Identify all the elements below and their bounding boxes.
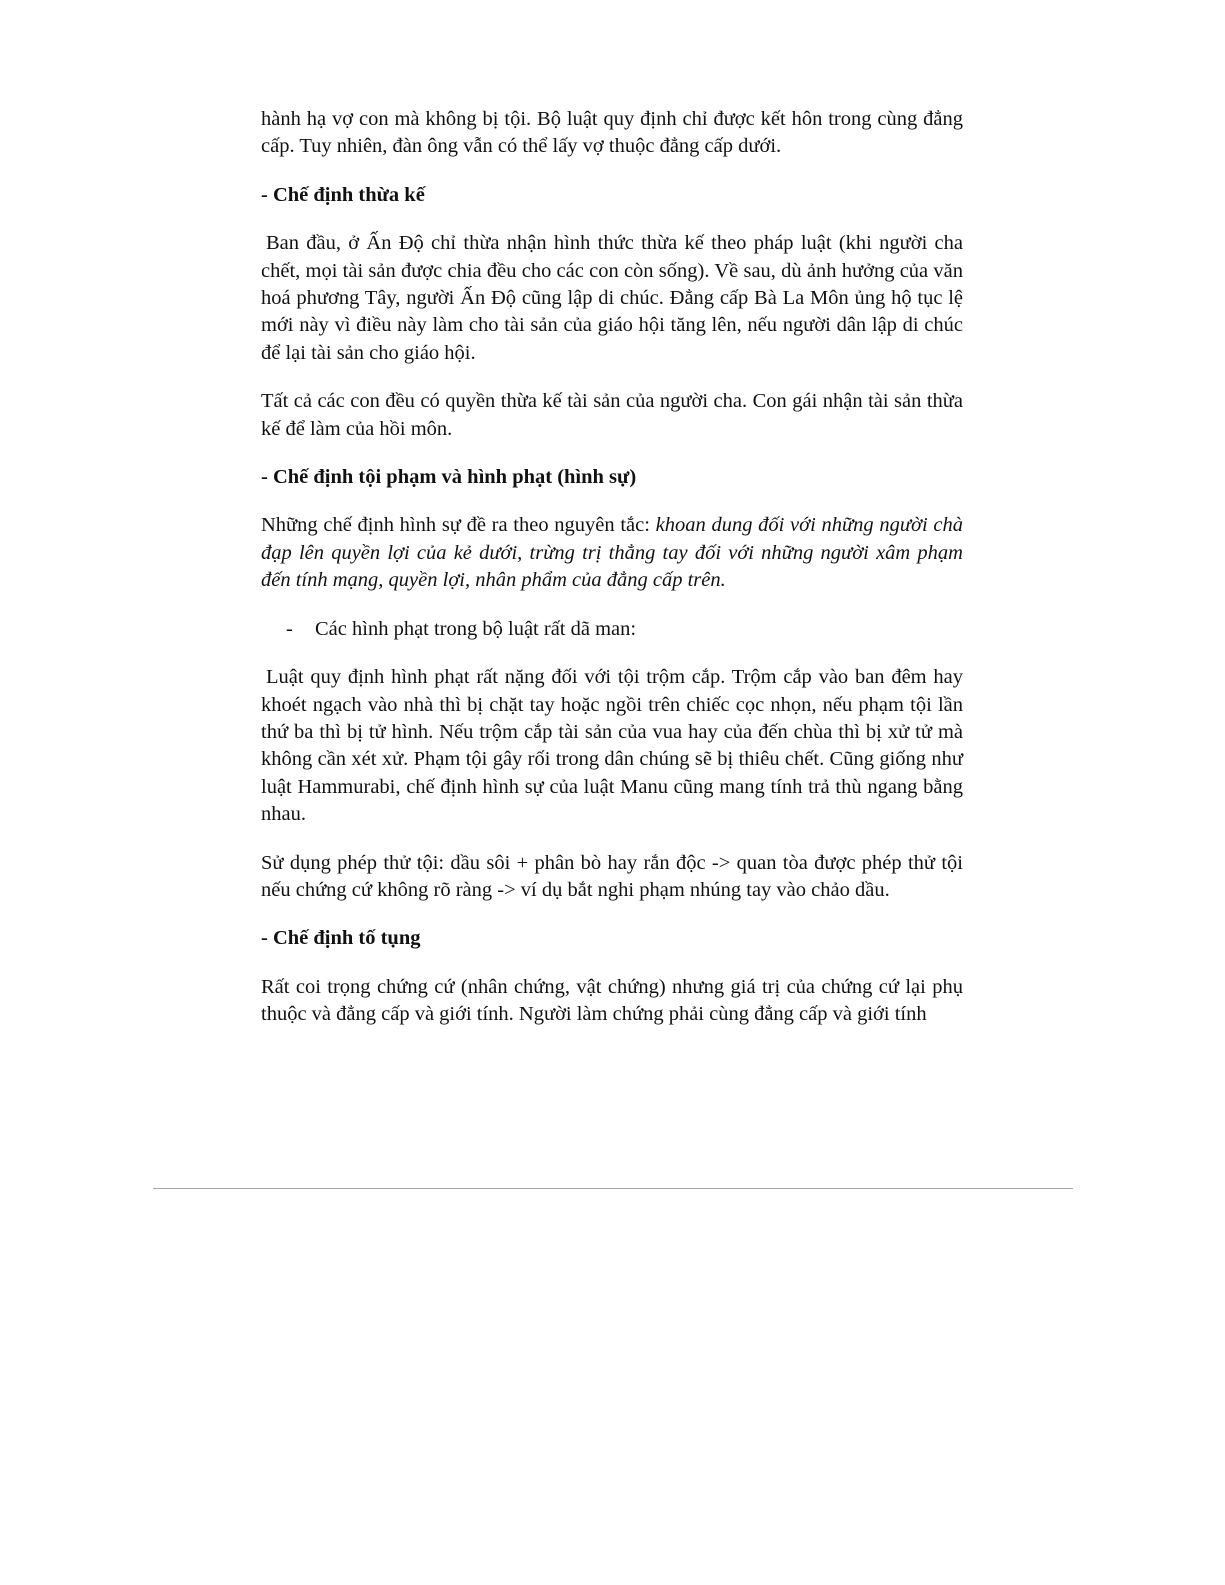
document-body (261, 106, 963, 1050)
paragraph-evidence: Rất coi trọng chứng cứ (nhân chứng, vật chứng) nhưng giá trị của chứng cứ lại phụ thuộc và đẳng cấp và giới tính. Người làm chứng phải cùng đẳng cấp và giới tính (261, 975, 963, 1026)
paragraph-inheritance-origin: Ban đầu, ở Ấn Độ chỉ thừa nhận hình thức thừa kế theo pháp luật (khi người cha chết, mọi tài sản được chia đều cho các con còn sống). Về sau, dù ảnh hưởng của văn hoá phương Tây, người Ấn Độ cũng lập di chúc. Đẳng cấp Bà La Môn ủng hộ tục lệ mới này vì điều này làm cho tài sản của giáo hội tăng lên, nếu người dân lập di chúc để lại tài sản cho giáo hội. (261, 232, 963, 364)
paragraph-theft-penalties: Luật quy định hình phạt rất nặng đối với tội trộm cắp. Trộm cắp vào ban đêm hay khoét ngạch vào nhà thì bị chặt tay hoặc ngồi trên chiếc cọc nhọn, nếu phạm tội lần thứ ba thì bị tử hình. Nếu trộm cắp tài sản của vua hay của đến chùa thì bị xử tử mà không cần xét xử. Phạm tội gây rối trong dân chúng sẽ bị thiêu chết. Cũng giống như luật Hammurabi, chế định hình sự của luật Manu cũng mang tính trả thù ngang bằng nhau. (261, 666, 963, 826)
paragraph-inheritance-children: Tất cả các con đều có quyền thừa kế tài sản của người cha. Con gái nhận tài sản thừa kế để làm của hồi môn. (261, 390, 963, 440)
principle-lead: Những chế định hình sự đề ra theo nguyên tắc: (261, 514, 656, 537)
paragraph-criminal-principle (261, 512, 963, 594)
heading-inheritance: - Chế định thừa kế (261, 183, 425, 206)
bullet-marker: - (286, 617, 293, 640)
page-divider (153, 1188, 1073, 1189)
paragraph-marriage: hành hạ vợ con mà không bị tội. Bộ luật quy định chỉ được kết hôn trong cùng đẳng cấp. Tuy nhiên, đàn ông vẫn có thể lấy vợ thuộc đẳng cấp dưới. (261, 108, 963, 158)
heading-criminal-law: - Chế định tội phạm và hình phạt (hình sự) (261, 466, 637, 489)
principle-italic: khoan dung đối với những người chà đạp lên quyền lợi của kẻ dưới, trừng trị thẳng tay đối với những người xâm phạm đến tính mạng, quyền lợi, nhân phẩm của đẳng cấp trên. (261, 514, 963, 592)
list-item (261, 616, 963, 643)
paragraph-ordeal: Sử dụng phép thử tội: dầu sôi + phân bò hay rắn độc -> quan tòa được phép thử tội nếu chứng cứ không rõ ràng -> ví dụ bắt nghi phạm nhúng tay vào chảo dầu. (261, 851, 963, 901)
bullet-text: Các hình phạt trong bộ luật rất dã man: (315, 617, 637, 640)
heading-procedure: - Chế định tố tụng (261, 927, 421, 950)
